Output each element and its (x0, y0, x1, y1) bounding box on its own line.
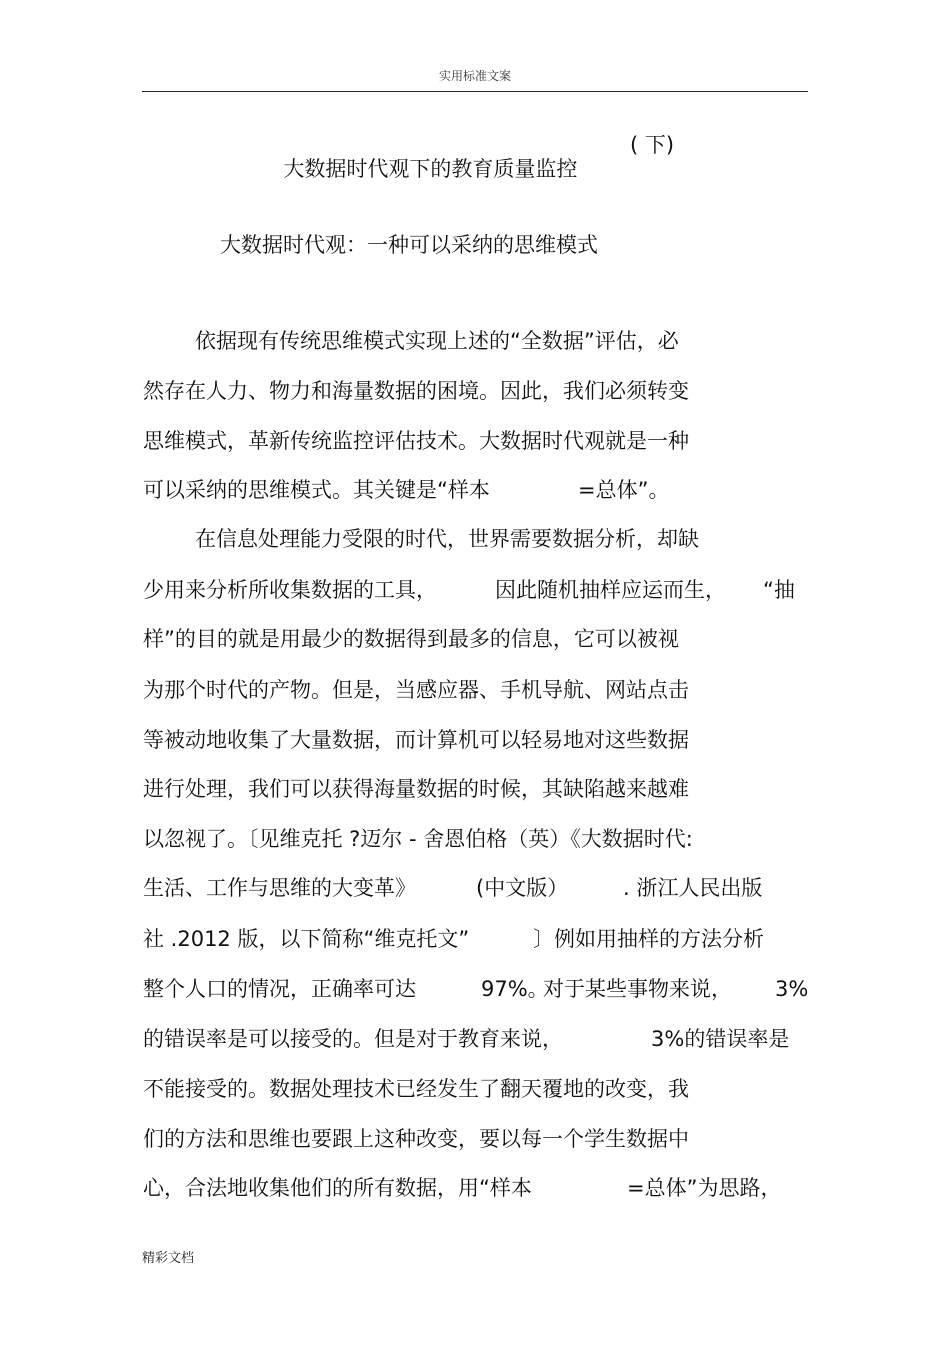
text-segment: 可以采纳的思维模式。其关键是“样本 (143, 478, 490, 502)
text-segment: =总体”。 (578, 478, 670, 502)
text-segment: “抽 (763, 578, 795, 602)
text-segment: 思维模式，革新传统监控评估技术。大数据时代观就是一种 (143, 429, 689, 453)
text-segment: 等被动地收集了大量数据，而计算机可以轻易地对这些数据 (143, 728, 689, 752)
text-segment: 们的方法和思维也要跟上这种改变，要以每一个学生数据中 (143, 1127, 689, 1151)
page-footer: 精彩文档 (142, 1251, 195, 1266)
text-segment: 依据现有传统思维模式实现上述的“全数据”评估，必 (195, 329, 679, 353)
text-segment: . 浙江人民出版 (623, 876, 763, 900)
text-segment: 少用来分析所收集数据的工具， (143, 578, 437, 602)
text-segment: 97%。 (481, 977, 549, 1001)
text-segment: 社 .2012 版，以下简称“维克托文” (143, 927, 470, 951)
text-segment: =总体”为思路， (627, 1176, 782, 1200)
text-segment: 3% (775, 977, 809, 1001)
text-segment: 进行处理，我们可以获得海量数据的时候，其缺陷越来越难 (143, 777, 689, 801)
text-segment: (中文版） (476, 876, 569, 900)
text-segment: 以忽视了。〔见维克托 ?迈尔 - 舍恩伯格（英）《大数据时代: (143, 827, 693, 851)
text-segment: 然存在人力、物力和海量数据的困境。因此，我们必须转变 (143, 379, 689, 403)
text-segment: 〕例如用抽样的方法分析 (533, 927, 764, 951)
text-segment: 心，合法地收集他们的所有数据，用“样本 (143, 1176, 532, 1200)
text-segment: 样”的目的就是用最少的数据得到最多的信息，它可以被视 (143, 627, 679, 651)
text-segment: 生活、工作与思维的大变革》 (143, 876, 416, 900)
text-segment: 整个人口的情况，正确率可达 (143, 977, 416, 1001)
title-suffix: ( 下) (630, 133, 675, 157)
text-segment: 对于某些事物来说， (543, 977, 732, 1001)
text-segment: 不能接受的。数据处理技术已经发生了翻天覆地的改变，我 (143, 1077, 689, 1101)
text-segment: 在信息处理能力受限的时代，世界需要数据分析，却缺 (195, 527, 699, 551)
title-main: 大数据时代观下的教育质量监控 (283, 157, 578, 181)
header-rule (142, 91, 808, 92)
section-heading: 大数据时代观：一种可以采纳的思维模式 (220, 233, 598, 257)
text-segment: 为那个时代的产物。但是，当感应器、手机导航、网站点击 (143, 678, 689, 702)
text-segment: 因此随机抽样应运而生， (495, 578, 726, 602)
page-header: 实用标准文案 (438, 69, 511, 83)
document-title (270, 129, 675, 207)
text-segment: 3%的错误率是 (651, 1027, 790, 1051)
text-segment: 的错误率是可以接受的。但是对于教育来说， (143, 1027, 563, 1051)
